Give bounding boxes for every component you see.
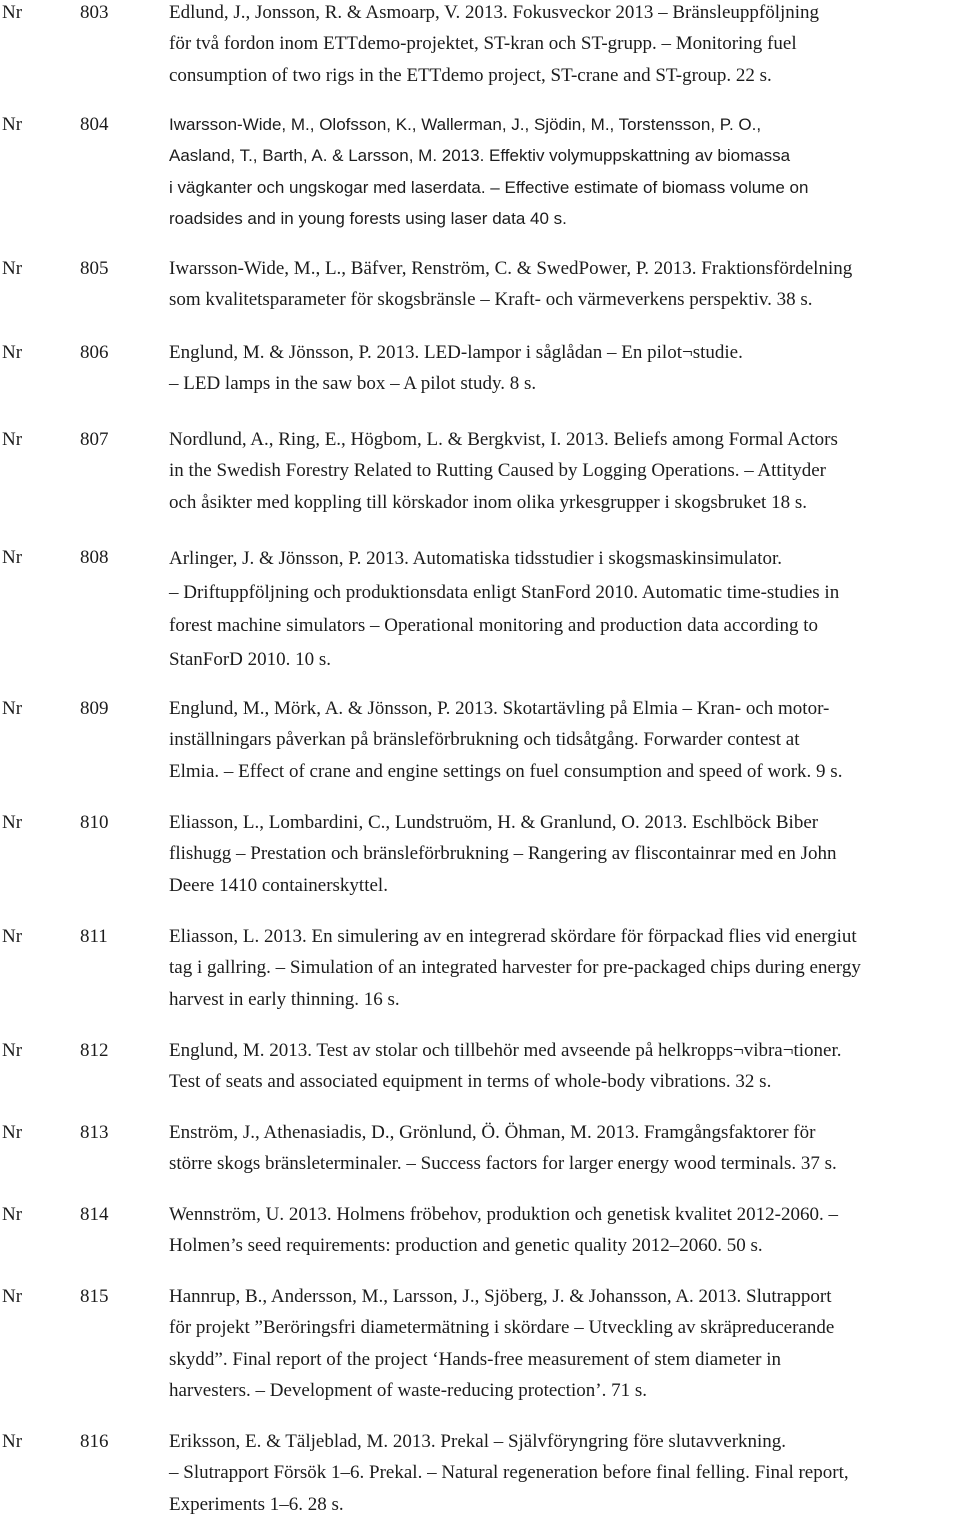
entry-label: Nr	[2, 258, 23, 279]
entry-number: 803	[80, 2, 109, 23]
entry-text	[169, 0, 959, 91]
entry-line: i vägkanter och ungskogar med laserdata. – Effective estimate of biomass volume on	[169, 177, 809, 197]
entry-number: 810	[80, 812, 109, 833]
entry-number: 807	[80, 429, 109, 450]
entry-line: consumption of two rigs in the ETTdemo project, ST-crane and ST-group. 22 s.	[169, 64, 772, 86]
entry-line: forest machine simulators – Operational monitoring and production data according to	[169, 615, 818, 636]
entry-number: 806	[80, 342, 109, 363]
entry-number: 811	[80, 926, 108, 947]
entry-line: Nordlund, A., Ring, E., Högbom, L. & Bergkvist, I. 2013. Beliefs among Formal Actors	[169, 429, 838, 450]
entry-text	[169, 424, 959, 518]
entry-line: – Slutrapport Försök 1–6. Prekal. – Natural regeneration before final felling. Final report,	[169, 1462, 849, 1484]
entry-line: harvest in early thinning. 16 s.	[169, 988, 400, 1010]
entry-text	[169, 1281, 959, 1406]
entry-line: Edlund, J., Jonsson, R. & Asmoarp, V. 2013. Fokusveckor 2013 – Bränsleuppföljning	[169, 2, 820, 23]
entry-line: för två fordon inom ETTdemo-projektet, ST-kran och ST-grupp. – Monitoring fuel	[169, 33, 797, 55]
entry-line: Hannrup, B., Andersson, M., Larsson, J., Sjöberg, J. & Johansson, A. 2013. Slutrapport	[169, 1286, 832, 1307]
entry-line: Eliasson, L., Lombardini, C., Lundstruöm, H. & Granlund, O. 2013. Eschlböck Biber	[169, 812, 819, 833]
entry-line: Iwarsson-Wide, M., L., Bäfver, Renström, C. & SwedPower, P. 2013. Fraktionsfördelning	[169, 258, 853, 279]
entry-line: roadsides and in young forests using laser data 40 s.	[169, 208, 567, 228]
entry-text	[169, 807, 959, 901]
entry-text	[169, 693, 959, 787]
entry-text	[169, 1117, 959, 1180]
entry-line: flishugg – Prestation och bränsleförbrukning – Rangering av fliscontainrar med en John	[169, 843, 837, 865]
entry-number: 805	[80, 258, 109, 279]
entry-line: Test of seats and associated equipment in terms of whole-body vibrations. 32 s.	[169, 1071, 772, 1093]
entry-text	[169, 1035, 959, 1098]
entry-label: Nr	[2, 926, 23, 947]
entry-line: Elmia. – Effect of crane and engine settings on fuel consumption and speed of work. 9 s.	[169, 760, 843, 782]
entry-line: större skogs bränsleterminaler. – Success factors for larger energy wood terminals. 37 s.	[169, 1153, 837, 1175]
entry-number: 804	[80, 114, 109, 135]
entry-line: – LED lamps in the saw box – A pilot study. 8 s.	[169, 373, 537, 395]
entry-text	[169, 1199, 959, 1262]
entry-line: Holmen’s seed requirements: production and genetic quality 2012–2060. 50 s.	[169, 1235, 763, 1257]
entry-line: Enström, J., Athenasiadis, D., Grönlund, Ö. Öhman, M. 2013. Framgångsfaktorer för	[169, 1122, 816, 1143]
entry-number: 815	[80, 1286, 109, 1307]
entry-line: – Driftuppföljning och produktionsdata enligt StanFord 2010. Automatic time-studies in	[169, 581, 840, 603]
entry-label: Nr	[2, 1040, 23, 1061]
entry-number: 812	[80, 1040, 109, 1061]
entry-label: Nr	[2, 1204, 23, 1225]
entry-label: Nr	[2, 1431, 23, 1452]
entry-line: Wennström, U. 2013. Holmens fröbehov, produktion och genetisk kvalitet 2012-2060. –	[169, 1204, 838, 1225]
entry-label: Nr	[2, 812, 23, 833]
entry-number: 809	[80, 698, 109, 719]
entry-line: för projekt ”Beröringsfri diametermätning i skördare – Utveckling av skräpreducerande	[169, 1317, 835, 1339]
entry-label: Nr	[2, 1122, 23, 1143]
entry-label: Nr	[2, 547, 23, 568]
entry-text	[169, 337, 959, 400]
entry-line: Arlinger, J. & Jönsson, P. 2013. Automatiska tidsstudier i skogsmaskinsimulator.	[169, 548, 783, 569]
entry-label: Nr	[2, 1286, 23, 1307]
entry-text	[169, 921, 959, 1015]
entry-line: Englund, M. & Jönsson, P. 2013. LED-lampor i såglådan – En pilot¬studie.	[169, 342, 743, 363]
entry-line: in the Swedish Forestry Related to Rutting Caused by Logging Operations. – Attityder	[169, 460, 827, 482]
entry-number: 816	[80, 1431, 109, 1452]
entry-line: Eliasson, L. 2013. En simulering av en integrerad skördare för förpackad flies vid energiut	[169, 926, 857, 947]
entry-number: 813	[80, 1122, 109, 1143]
entry-label: Nr	[2, 342, 23, 363]
entry-label: Nr	[2, 2, 23, 23]
entry-line: Deere 1410 containerskyttel.	[169, 874, 388, 896]
entry-text	[169, 253, 959, 316]
entry-text	[169, 542, 959, 676]
entry-line: harvesters. – Development of waste-reducing protection’. 71 s.	[169, 1379, 648, 1401]
entry-label: Nr	[2, 429, 23, 450]
entry-line: tag i gallring. – Simulation of an integrated harvester for pre-packaged chips during energy	[169, 957, 861, 979]
entry-line: Iwarsson-Wide, M., Olofsson, K., Wallerman, J., Sjödin, M., Torstensson, P. O.,	[169, 115, 762, 134]
entry-label: Nr	[2, 698, 23, 719]
entry-line: Experiments 1–6. 28 s.	[169, 1493, 344, 1515]
entry-number: 814	[80, 1204, 109, 1225]
entry-line: Eriksson, E. & Täljeblad, M. 2013. Prekal – Självföryngring före slutavverkning.	[169, 1431, 787, 1452]
entry-line: skydd”. Final report of the project ‘Hands-free measurement of stem diameter in	[169, 1348, 782, 1370]
entry-line: Englund, M. 2013. Test av stolar och tillbehör med avseende på helkropps¬vibra¬tioner.	[169, 1040, 842, 1061]
entry-line: som kvalitetsparameter för skogsbränsle – Kraft- och värmeverkens perspektiv. 38 s.	[169, 289, 813, 311]
entry-line: Englund, M., Mörk, A. & Jönsson, P. 2013. Skotartävling på Elmia – Kran- och motor-	[169, 698, 830, 719]
entry-label: Nr	[2, 114, 23, 135]
entry-text	[169, 109, 959, 234]
entry-line: inställningars påverkan på bränsleförbrukning och tidsåtgång. Forwarder contest at	[169, 729, 800, 751]
entry-number: 808	[80, 547, 109, 568]
entry-line: Aasland, T., Barth, A. & Larsson, M. 2013. Effektiv volymuppskattning av biomassa	[169, 146, 791, 166]
entry-line: och åsikter med koppling till körskador inom olika yrkesgrupper i skogsbruket 18 s.	[169, 491, 807, 513]
entry-line: StanForD 2010. 10 s.	[169, 648, 332, 670]
entry-text	[169, 1426, 959, 1520]
